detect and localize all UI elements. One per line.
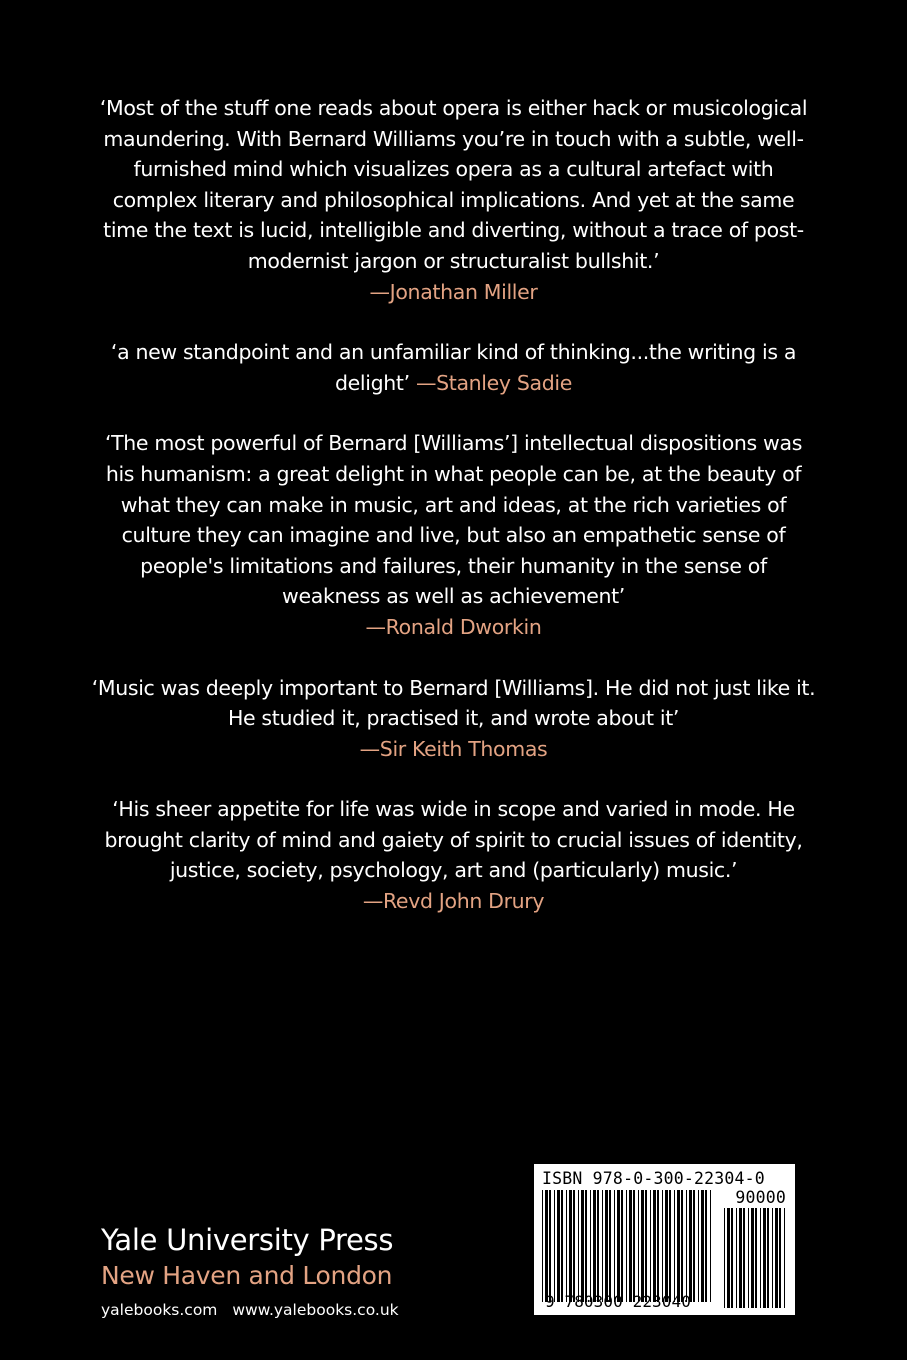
isbn-label: ISBN 978-0-300-22304-0	[542, 1169, 765, 1188]
quote-author: —Stanley Sadie	[415, 370, 572, 395]
quote-text: ‘a new standpoint and an unfamiliar kind of thinking...the writing is a delight’	[110, 340, 797, 395]
quote-author: —Sir Keith Thomas	[359, 736, 548, 761]
quote-author: —Revd John Drury	[362, 889, 545, 914]
quotes-section	[90, 93, 817, 947]
publisher-websites	[101, 1298, 409, 1322]
quote-text: ‘The most powerful of Bernard [Williams’] intellectual dispositions was his humanism: a great delight in what people can be, at the beauty of what they can make in music, art and ideas, at the rich varieties of culture they can imagine and live, but also an empathetic sense of people's limitations and failures, their humanity in the sense of weakness as well as achievement’	[104, 431, 803, 609]
barcode-digits: 9 780300 223040	[545, 1292, 691, 1311]
quote-ronald-dworkin	[90, 428, 817, 642]
website-link[interactable]: yalebooks.com	[101, 1301, 218, 1319]
quote-john-drury	[90, 794, 817, 916]
quote-keith-thomas	[90, 673, 817, 765]
publisher-name: Yale University Press	[101, 1223, 394, 1257]
publisher-location: New Haven and London	[101, 1261, 393, 1290]
quote-text: ‘Music was deeply important to Bernard [Williams]. He did not just like it. He studied it, practised it, and wrote about it’	[91, 675, 816, 731]
isbn-barcode	[534, 1164, 795, 1315]
quote-author: —Ronald Dworkin	[365, 614, 542, 639]
quote-text: ‘Most of the stuff one reads about opera is either hack or musicological maundering. With Bernard Williams you’re in touch with a subtle, well-furnished mind which visualizes opera as a cultural artefact with complex literary and philosophical implications. And yet at the same time the text is lucid, intelligible and diverting, without a trace of post-modernist jargon or structuralist bullshit.’	[99, 96, 808, 273]
quote-jonathan-miller	[90, 93, 817, 307]
website-link[interactable]: www.yalebooks.co.uk	[232, 1301, 399, 1319]
price-addon-code: 90000	[735, 1188, 786, 1207]
quote-text: ‘His sheer appetite for life was wide in scope and varied in mode. He brought clarity of mind and gaiety of spirit to crucial issues of identity, justice, society, psychology, art and (particularly) music.’	[104, 797, 803, 883]
quote-author: —Jonathan Miller	[369, 279, 538, 304]
quote-stanley-sadie	[90, 337, 817, 398]
publisher-block	[101, 1222, 409, 1322]
